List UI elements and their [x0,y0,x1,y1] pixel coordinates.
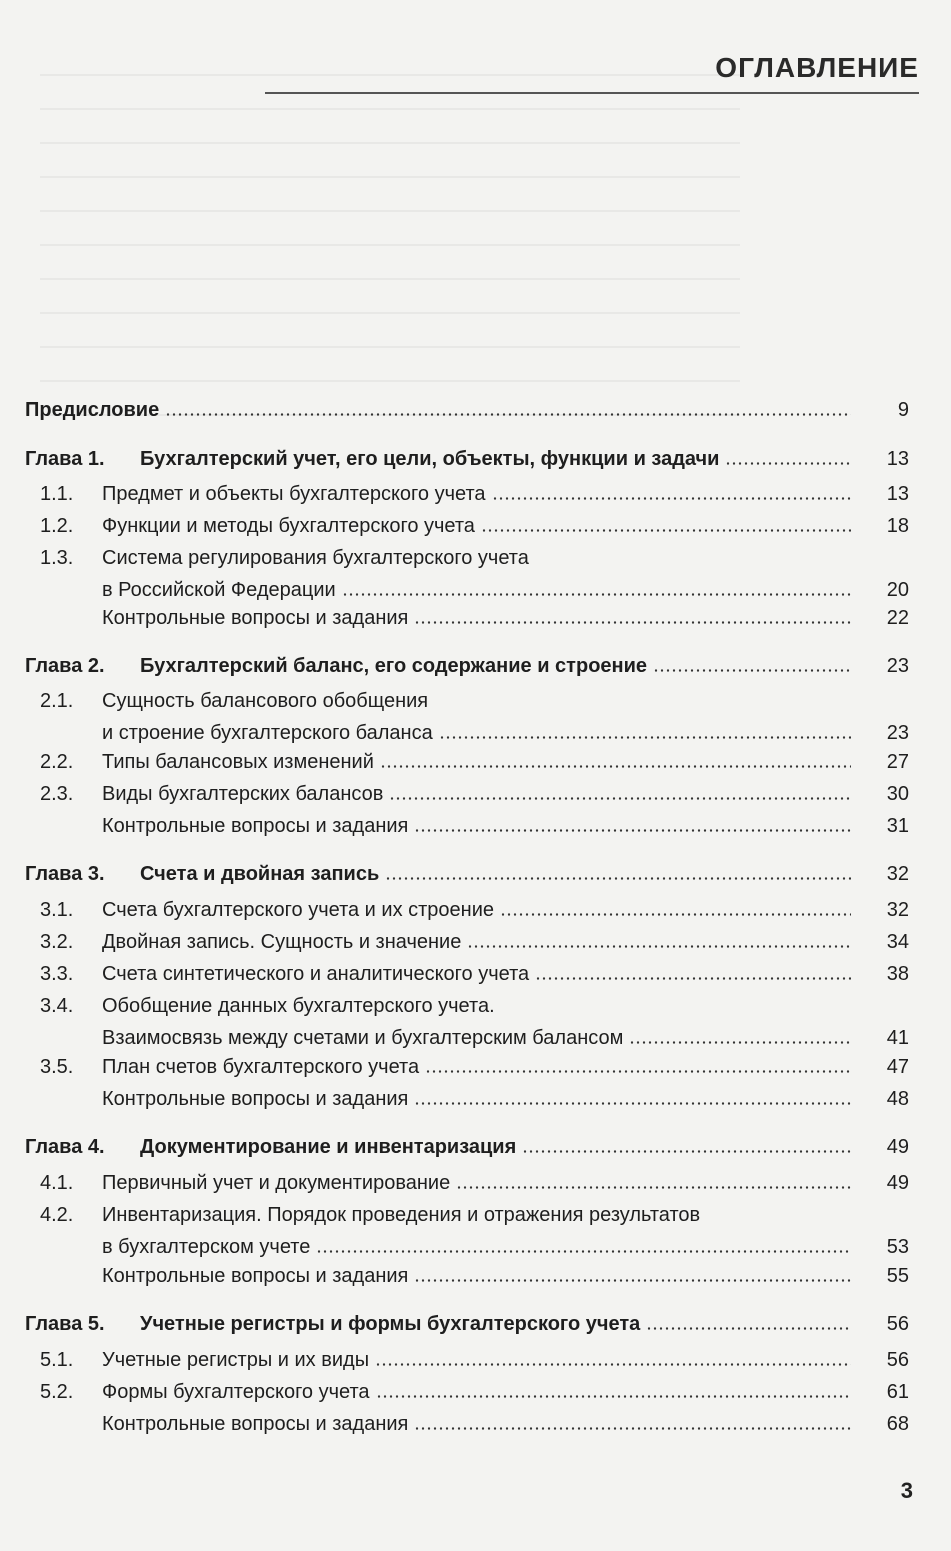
entry-page: 47 [886,1056,909,1078]
toc-questions-5[interactable] [0,1409,951,1439]
section-number: 2.2. [40,751,74,773]
section-title: Типы балансовых изменений [102,751,374,773]
toc-section-1-1[interactable] [0,479,951,509]
dot-leader [414,621,851,624]
entry-page: 41 [886,1027,909,1049]
entry-page: 34 [886,931,909,953]
entry-page: 30 [886,783,909,805]
entry-page: 48 [886,1088,909,1110]
toc-questions-1[interactable] [0,603,951,633]
dot-leader [725,462,851,465]
dot-leader [481,529,851,532]
toc-questions-4[interactable] [0,1261,951,1291]
section-title: Учетные регистры и их виды [102,1349,370,1371]
dot-leader [376,1395,851,1398]
section-number: 3.5. [40,1056,74,1078]
section-number: 5.1. [40,1349,74,1371]
dot-leader [385,877,851,880]
section-title-line1: Система регулирования бухгалтерского учета [102,547,529,569]
section-title: Формы бухгалтерского учета [102,1381,370,1403]
toc-questions-3[interactable] [0,1084,951,1114]
toc-section-2-1[interactable] [0,686,951,750]
questions-title: Контрольные вопросы и задания [102,607,409,629]
entry-page: 68 [886,1413,909,1435]
section-number: 3.2. [40,931,74,953]
entry-title: Предисловие [25,399,160,421]
dot-leader [375,1363,851,1366]
toc-section-5-2[interactable] [0,1377,951,1407]
toc-section-3-2[interactable] [0,927,951,957]
section-title-line1: Обобщение данных бухгалтерского учета. [102,995,495,1017]
toc-chapter-4[interactable] [0,1132,951,1162]
dot-leader [500,913,851,916]
entry-page: 55 [886,1265,909,1287]
chapter-number: Глава 1. [25,448,105,470]
chapter-title: Учетные регистры и формы бухгалтерского учета [140,1313,641,1335]
toc-section-5-1[interactable] [0,1345,951,1375]
entry-page: 32 [886,863,909,885]
entry-page: 20 [886,579,909,601]
page-title: ОГЛАВЛЕНИЕ [715,52,919,83]
dot-leader [522,1150,851,1153]
section-number: 3.1. [40,899,74,921]
section-title-line2: в бухгалтерском учете [102,1236,311,1258]
dot-leader [414,1279,851,1282]
section-title-line2: Взаимосвязь между счетами и бухгалтерским балансом [102,1027,624,1049]
dot-leader [425,1070,851,1073]
dot-leader [414,1102,851,1105]
entry-page: 38 [886,963,909,985]
entry-page: 23 [886,722,909,744]
entry-page: 56 [886,1349,909,1371]
entry-page: 49 [886,1172,909,1194]
dot-leader [439,736,851,739]
questions-title: Контрольные вопросы и задания [102,815,409,837]
section-title-line1: Сущность балансового обобщения [102,690,429,712]
dot-leader [492,497,851,500]
dot-leader [414,829,851,832]
chapter-number: Глава 3. [25,863,105,885]
dot-leader [165,413,851,416]
questions-title: Контрольные вопросы и задания [102,1413,409,1435]
dot-leader [456,1186,851,1189]
chapter-title: Счета и двойная запись [140,863,380,885]
entry-page: 13 [886,448,909,470]
toc-section-1-3[interactable] [0,543,951,607]
chapter-number: Глава 5. [25,1313,105,1335]
section-number: 1.3. [40,547,74,569]
chapter-number: Глава 4. [25,1136,105,1158]
toc-section-3-1[interactable] [0,895,951,925]
dot-leader [646,1327,851,1330]
toc-chapter-1[interactable] [0,444,951,474]
section-title: Виды бухгалтерских балансов [102,783,384,805]
entry-page: 56 [886,1313,909,1335]
toc-chapter-5[interactable] [0,1309,951,1339]
dot-leader [389,797,851,800]
section-title-line1: Инвентаризация. Порядок проведения и отражения результатов [102,1204,701,1226]
dot-leader [414,1427,851,1430]
entry-page: 32 [886,899,909,921]
section-title-line2: и строение бухгалтерского баланса [102,722,433,744]
dot-leader [380,765,851,768]
section-title: План счетов бухгалтерского учета [102,1056,420,1078]
entry-page: 23 [886,655,909,677]
section-number: 4.1. [40,1172,74,1194]
dot-leader [535,977,851,980]
toc-section-4-2[interactable] [0,1200,951,1264]
section-title-line2: в Российской Федерации [102,579,336,601]
entry-page: 9 [897,399,909,421]
toc-section-3-4[interactable] [0,991,951,1055]
dot-leader [467,945,851,948]
entry-page: 31 [886,815,909,837]
toc-chapter-2[interactable] [0,651,951,681]
toc-questions-2[interactable] [0,811,951,841]
section-title: Счета синтетического и аналитического учета [102,963,530,985]
page-number: 3 [900,1478,913,1503]
section-number: 1.1. [40,483,74,505]
dot-leader [629,1041,851,1044]
section-title: Функции и методы бухгалтерского учета [102,515,475,537]
entry-page: 27 [886,751,909,773]
dot-leader [316,1250,851,1253]
chapter-title: Документирование и инвентаризация [140,1136,517,1158]
toc-section-4-1[interactable] [0,1168,951,1198]
toc-section-2-2[interactable] [0,747,951,777]
entry-page: 49 [886,1136,909,1158]
entry-page: 18 [886,515,909,537]
section-title: Предмет и объекты бухгалтерского учета [102,483,486,505]
toc-chapter-3[interactable] [0,859,951,889]
entry-page: 13 [886,483,909,505]
toc-section-3-5[interactable] [0,1052,951,1082]
toc-section-2-3[interactable] [0,779,951,809]
section-number: 2.3. [40,783,74,805]
dot-leader [653,669,851,672]
toc-entry-preface[interactable] [0,395,951,425]
chapter-title: Бухгалтерский учет, его цели, объекты, функции и задачи [140,448,720,470]
section-number: 3.3. [40,963,74,985]
toc-section-1-2[interactable] [0,511,951,541]
chapter-number: Глава 2. [25,655,105,677]
toc-section-3-3[interactable] [0,959,951,989]
section-number: 5.2. [40,1381,74,1403]
section-title: Двойная запись. Сущность и значение [102,931,462,953]
questions-title: Контрольные вопросы и задания [102,1088,409,1110]
entry-page: 22 [886,607,909,629]
chapter-title: Бухгалтерский баланс, его содержание и строение [140,655,648,677]
section-number: 4.2. [40,1204,74,1226]
dot-leader [342,593,851,596]
entry-page: 53 [886,1236,909,1258]
questions-title: Контрольные вопросы и задания [102,1265,409,1287]
section-number: 3.4. [40,995,74,1017]
entry-page: 61 [886,1381,909,1403]
section-title: Первичный учет и документирование [102,1172,451,1194]
section-number: 1.2. [40,515,74,537]
section-number: 2.1. [40,690,74,712]
section-title: Счета бухгалтерского учета и их строение [102,899,495,921]
